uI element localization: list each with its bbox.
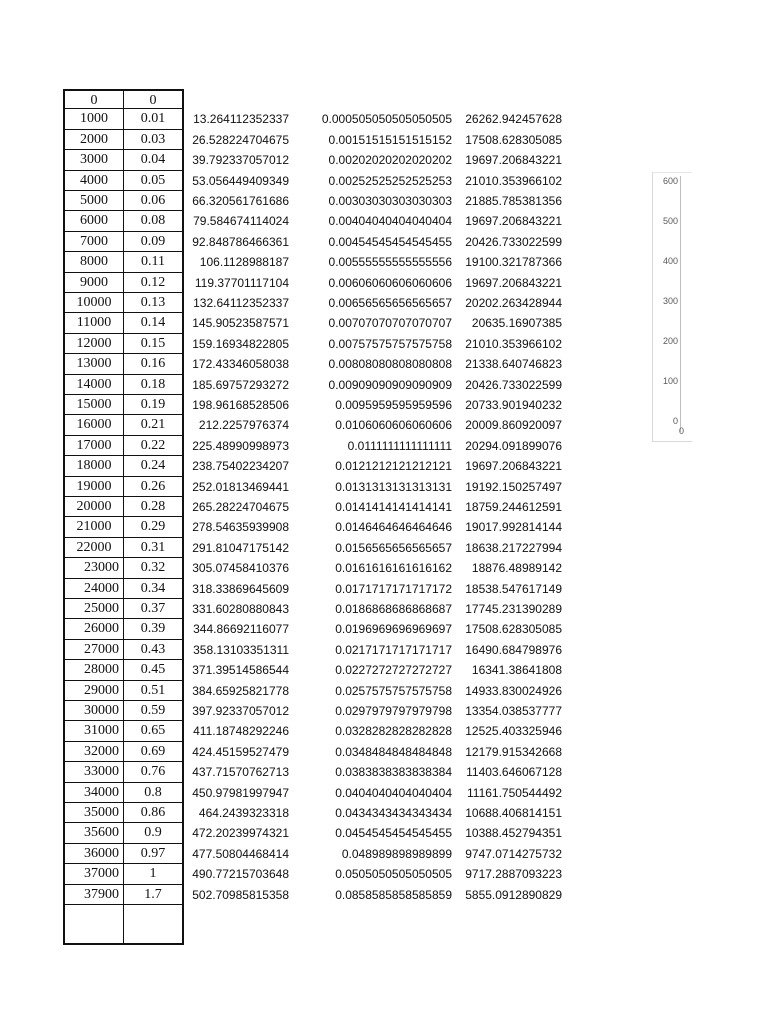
cell-col-b[interactable]: 0.08: [124, 211, 184, 231]
cell-col-a[interactable]: 25000: [63, 599, 124, 619]
cell-col-a[interactable]: 33000: [63, 762, 124, 782]
cell-col-d[interactable]: 0.00202020202020202: [328, 153, 452, 168]
cell-col-d[interactable]: 0.0111111111111111: [347, 438, 452, 453]
cell-col-e[interactable]: 19697.206843221: [465, 459, 562, 474]
cell-col-a[interactable]: 29000: [63, 681, 124, 701]
header-row: [0, 89, 768, 109]
cell-col-c[interactable]: 371.39514586544: [192, 663, 289, 678]
cell-col-a[interactable]: 23000: [63, 558, 124, 578]
cell-col-b[interactable]: 0.14: [124, 313, 184, 333]
cell-col-a[interactable]: 5000: [63, 191, 124, 211]
cell-col-a[interactable]: 32000: [63, 742, 124, 762]
cell-col-a[interactable]: 14000: [63, 375, 124, 395]
cell-col-e[interactable]: 9747.0714275732: [465, 846, 562, 861]
cell-col-e[interactable]: 20733.901940232: [465, 398, 562, 412]
chart-y-axis: [680, 176, 685, 432]
cell-col-a[interactable]: 7000: [63, 232, 124, 252]
cell-col-d[interactable]: 0.0328282828282828: [335, 724, 452, 739]
cell-col-b[interactable]: 0.01: [124, 109, 184, 129]
cell-col-b[interactable]: 0.45: [124, 660, 184, 680]
cell-col-a[interactable]: 19000: [63, 477, 124, 497]
cell-col-b[interactable]: 0.8: [124, 783, 184, 803]
cell-col-d[interactable]: 0.0146464646464646: [335, 520, 452, 535]
cell-col-e[interactable]: 19100.321787366: [465, 255, 562, 270]
cell-col-e[interactable]: 11161.750544492: [467, 785, 562, 800]
cell-col-d[interactable]: 0.00555555555555556: [328, 255, 452, 270]
cell-col-a[interactable]: 4000: [63, 171, 124, 191]
cell-col-a[interactable]: 22000: [63, 538, 124, 558]
cell-col-c[interactable]: 384.65925821778: [192, 683, 289, 698]
cell-col-a[interactable]: 20000: [63, 497, 124, 517]
cell-col-e[interactable]: 19697.206843221: [465, 275, 562, 290]
cell-col-d[interactable]: 0.0404040404040404: [335, 785, 452, 800]
cell-col-c[interactable]: 79.584674114024: [193, 214, 289, 229]
table-row: [0, 517, 768, 537]
cell-col-d[interactable]: 0.0161616161616162: [335, 561, 452, 576]
cell-col-b[interactable]: 1.7: [124, 885, 184, 905]
cell-col-e[interactable]: 17745.231390289: [465, 602, 562, 616]
cell-col-d[interactable]: 0.00707070707070707: [328, 316, 452, 331]
cell-col-a[interactable]: 0: [63, 89, 124, 109]
cell-col-d[interactable]: 0.00151515151515152: [328, 132, 452, 147]
cell-col-d[interactable]: 0.00808080808080808: [328, 357, 452, 372]
cell-col-b[interactable]: 0.13: [124, 293, 184, 313]
table-row: [0, 599, 768, 619]
cell-col-a[interactable]: 35600: [63, 823, 124, 843]
cell-col-e[interactable]: 19192.150257497: [465, 479, 562, 494]
table-row: [0, 150, 768, 170]
cell-col-d[interactable]: 0.0131313131313131: [335, 479, 452, 494]
cell-col-e[interactable]: 10688.406814151: [465, 806, 562, 820]
cell-col-a[interactable]: 18000: [63, 456, 124, 476]
cell-col-a[interactable]: 37900: [63, 885, 124, 905]
cell-col-c[interactable]: 331.60280880843: [192, 602, 289, 616]
cell-col-b[interactable]: 0.03: [124, 130, 184, 150]
cell-col-b[interactable]: 0.05: [124, 171, 184, 191]
cell-col-d[interactable]: 0.0121212121212121: [335, 459, 452, 474]
cell-col-e[interactable]: 20426.733022599: [465, 234, 562, 249]
cell-col-c[interactable]: 106.1128988187: [199, 255, 289, 270]
cell-col-e[interactable]: 16490.684798976: [465, 642, 562, 657]
cell-col-b[interactable]: 0.9: [124, 823, 184, 843]
cell-col-c[interactable]: 145.90523587571: [192, 316, 289, 331]
cell-col-b[interactable]: 0.29: [124, 517, 184, 537]
cell-col-e[interactable]: 10388.452794351: [465, 826, 562, 841]
table-row: [0, 844, 768, 864]
cell-col-b[interactable]: 0.21: [124, 415, 184, 435]
cell-col-a[interactable]: 13000: [63, 354, 124, 374]
cell-col-d[interactable]: 0.00454545454545455: [328, 234, 452, 249]
cell-col-a[interactable]: 10000: [63, 293, 124, 313]
table-row: [0, 660, 768, 680]
cell-col-e[interactable]: 20294.091899076: [465, 438, 562, 453]
cell-col-a[interactable]: 1000: [63, 109, 124, 129]
cell-col-b[interactable]: 0.43: [124, 640, 184, 660]
cell-col-d[interactable]: 0.0171717171717172: [335, 581, 452, 596]
cell-col-c[interactable]: 291.81047175142: [192, 540, 289, 555]
cell-col-a[interactable]: 15000: [63, 395, 124, 415]
table-row: [0, 130, 768, 150]
table-row: [0, 538, 768, 558]
cell-col-e[interactable]: 21338.640746823: [465, 357, 562, 372]
cell-col-e[interactable]: 19017.992814144: [465, 520, 562, 535]
cell-col-b-empty[interactable]: [124, 905, 184, 945]
table-row: [0, 477, 768, 497]
cell-col-d[interactable]: 0.0348484848484848: [335, 744, 452, 759]
cell-col-b[interactable]: 0.31: [124, 538, 184, 558]
cell-col-c[interactable]: 318.33869645609: [192, 581, 289, 596]
cell-col-e[interactable]: 18759.244612591: [465, 500, 562, 514]
table-row: [0, 762, 768, 782]
cell-col-c[interactable]: 185.69757293272: [192, 377, 289, 392]
cell-col-e[interactable]: 11403.646067128: [466, 765, 562, 780]
cell-col-e[interactable]: 17508.628305085: [465, 132, 562, 147]
cell-col-b[interactable]: 0.37: [124, 599, 184, 619]
cell-col-a[interactable]: 8000: [63, 252, 124, 272]
cell-col-c[interactable]: 159.16934822805: [192, 336, 289, 351]
table-row: [0, 558, 768, 578]
cell-col-c[interactable]: 172.43346058038: [192, 357, 289, 372]
table-row: [0, 681, 768, 701]
cell-col-e[interactable]: 13354.038537777: [465, 704, 562, 718]
cell-col-a[interactable]: 27000: [63, 640, 124, 660]
cell-col-c[interactable]: 252.01813469441: [192, 479, 289, 494]
cell-col-b[interactable]: 0.19: [124, 395, 184, 415]
cell-col-e[interactable]: 20426.733022599: [465, 377, 562, 392]
cell-col-c[interactable]: 225.48990998973: [192, 438, 289, 453]
cell-col-a[interactable]: 12000: [63, 334, 124, 354]
cell-col-a[interactable]: 3000: [63, 150, 124, 170]
cell-col-a[interactable]: 16000: [63, 415, 124, 435]
cell-col-b[interactable]: 0.12: [124, 273, 184, 293]
cell-col-a[interactable]: 2000: [63, 130, 124, 150]
table-row: [0, 640, 768, 660]
table-row: [0, 701, 768, 721]
cell-col-e[interactable]: 21010.353966102: [465, 336, 562, 351]
cell-col-c[interactable]: 212.2257976374: [198, 418, 289, 433]
cell-col-b[interactable]: 0.06: [124, 191, 184, 211]
cell-col-b[interactable]: 0.86: [124, 803, 184, 823]
cell-col-c[interactable]: 66.320561761686: [192, 194, 289, 208]
cell-col-d[interactable]: 0.0227272727272727: [335, 663, 452, 678]
cell-col-e[interactable]: 21010.353966102: [465, 173, 562, 188]
cell-col-b[interactable]: 0.26: [124, 477, 184, 497]
cell-col-e[interactable]: 26262.942457628: [465, 112, 562, 127]
chart-y-tick-label: 0: [672, 416, 678, 426]
table-row: [0, 109, 768, 129]
cell-col-d[interactable]: 0.0505050505050505: [335, 867, 452, 882]
table-row: [0, 456, 768, 476]
cell-col-a[interactable]: 17000: [63, 436, 124, 456]
cell-col-c[interactable]: 344.86692116077: [193, 622, 289, 637]
cell-col-d[interactable]: 0.00757575757575758: [328, 336, 452, 351]
chart-x-tick-label: 0: [678, 426, 684, 436]
table-row: [0, 497, 768, 517]
cell-col-a[interactable]: 9000: [63, 273, 124, 293]
empty-row: [0, 905, 768, 925]
table-row: [0, 823, 768, 843]
chart-y-tick-label: 200: [662, 336, 678, 346]
cell-col-b[interactable]: 0.22: [124, 436, 184, 456]
cell-col-a[interactable]: 36000: [63, 844, 124, 864]
cell-col-a[interactable]: 30000: [63, 701, 124, 721]
chart-y-tick-label: 500: [662, 216, 678, 226]
cell-col-d[interactable]: 0.0858585858585859: [335, 887, 452, 902]
cell-col-c[interactable]: 278.54635939908: [192, 520, 289, 535]
table-row: [0, 783, 768, 803]
cell-col-e[interactable]: 21885.785381356: [465, 194, 562, 208]
cell-col-d[interactable]: 0.0434343434343434: [335, 806, 452, 820]
cell-col-a[interactable]: 24000: [63, 579, 124, 599]
cell-col-b[interactable]: 0.39: [124, 619, 184, 639]
cell-col-b[interactable]: 0.65: [124, 721, 184, 741]
cell-col-c[interactable]: 265.28224704675: [192, 500, 289, 514]
cell-col-d[interactable]: 0.00606060606060606: [328, 275, 452, 290]
table-row: [0, 885, 768, 905]
cell-col-b[interactable]: 0.09: [124, 232, 184, 252]
cell-col-c[interactable]: 437.71570762713: [192, 765, 289, 780]
cell-col-c[interactable]: 464.2439323318: [198, 806, 289, 820]
cell-col-e[interactable]: 18638.217227994: [465, 540, 562, 555]
cell-col-c[interactable]: 305.07458410376: [192, 561, 289, 576]
cell-col-e[interactable]: 19697.206843221: [465, 153, 562, 168]
cell-col-d[interactable]: 0.00909090909090909: [328, 377, 452, 392]
cell-col-a[interactable]: 37000: [63, 864, 124, 884]
table-row: [0, 742, 768, 762]
cell-col-d[interactable]: 0.000505050505050505: [321, 112, 452, 127]
cell-col-b[interactable]: 0.59: [124, 701, 184, 721]
table-row: [0, 803, 768, 823]
cell-col-b[interactable]: 0.34: [124, 579, 184, 599]
cell-col-c[interactable]: 198.96168528506: [192, 398, 289, 412]
cell-col-d[interactable]: 0.0106060606060606: [335, 418, 452, 433]
cell-col-b[interactable]: 0.97: [124, 844, 184, 864]
cell-col-c[interactable]: 119.37701117104: [194, 275, 289, 290]
chart-y-tick-label: 600: [662, 176, 678, 186]
cell-col-c[interactable]: 472.20239974321: [192, 826, 289, 841]
cell-col-c[interactable]: 358.13103351311: [193, 642, 289, 657]
cell-col-b[interactable]: 0.32: [124, 558, 184, 578]
cell-col-b[interactable]: 0.15: [124, 334, 184, 354]
cell-col-e[interactable]: 12525.403325946: [465, 724, 562, 739]
table-row: [0, 579, 768, 599]
cell-col-d[interactable]: 0.0186868686868687: [335, 602, 452, 616]
cell-col-e[interactable]: 12179.915342668: [465, 744, 562, 759]
cell-col-e[interactable]: 5855.0912890829: [465, 887, 562, 902]
chart-y-tick-label: 300: [662, 296, 678, 306]
cell-col-e[interactable]: 20202.263428944: [465, 296, 562, 310]
cell-col-c[interactable]: 92.848786466361: [192, 234, 289, 249]
cell-col-b[interactable]: 0.51: [124, 681, 184, 701]
cell-col-b[interactable]: 0.11: [124, 252, 184, 272]
cell-col-e[interactable]: 19697.206843221: [465, 214, 562, 229]
cell-col-a[interactable]: 34000: [63, 783, 124, 803]
cell-col-d[interactable]: 0.0297979797979798: [335, 704, 452, 718]
cell-col-b[interactable]: 0.28: [124, 497, 184, 517]
cell-col-a[interactable]: 6000: [63, 211, 124, 231]
cell-col-b[interactable]: 0.24: [124, 456, 184, 476]
cell-col-e[interactable]: 16341.38641808: [471, 663, 562, 678]
cell-col-b[interactable]: 0.04: [124, 150, 184, 170]
cell-col-b[interactable]: 0: [124, 89, 184, 109]
cell-col-b[interactable]: 1: [124, 864, 184, 884]
cell-col-a[interactable]: 28000: [63, 660, 124, 680]
cell-col-b[interactable]: 0.76: [124, 762, 184, 782]
cell-col-d[interactable]: 0.0257575757575758: [335, 683, 452, 698]
cell-col-e[interactable]: 18876.48989142: [471, 561, 562, 576]
cell-col-d[interactable]: 0.00303030303030303: [328, 194, 452, 208]
cell-col-a[interactable]: 31000: [63, 721, 124, 741]
cell-col-b[interactable]: 0.16: [124, 354, 184, 374]
cell-col-d[interactable]: 0.0156565656565657: [335, 540, 452, 555]
cell-col-a[interactable]: 11000: [63, 313, 124, 333]
cell-col-a-empty[interactable]: [63, 905, 124, 945]
cell-col-e[interactable]: 18538.547617149: [465, 581, 562, 596]
table-row: [0, 864, 768, 884]
cell-col-e[interactable]: 20009.860920097: [465, 418, 562, 433]
cell-col-a[interactable]: 26000: [63, 619, 124, 639]
cell-col-a[interactable]: 35000: [63, 803, 124, 823]
cell-col-c[interactable]: 450.97981997947: [192, 785, 289, 800]
table-row: [0, 721, 768, 741]
cell-col-b[interactable]: 0.18: [124, 375, 184, 395]
cell-col-e[interactable]: 9717.2887093223: [465, 867, 562, 882]
cell-col-e[interactable]: 20635.16907385: [471, 316, 562, 331]
cell-col-d[interactable]: 0.048989898989899: [341, 846, 452, 861]
cell-col-c[interactable]: 424.45159527479: [192, 744, 289, 759]
cell-col-c[interactable]: 132.64112352337: [193, 296, 289, 310]
cell-col-c[interactable]: 26.528224704675: [192, 132, 289, 147]
cell-col-c[interactable]: 397.92337057012: [192, 704, 289, 718]
cell-col-c[interactable]: 39.792337057012: [192, 153, 289, 168]
cell-col-d[interactable]: 0.0383838383838384: [335, 765, 452, 780]
cell-col-d[interactable]: 0.0095959595959596: [335, 398, 452, 412]
cell-col-d[interactable]: 0.0196969696969697: [335, 622, 452, 637]
cell-col-e[interactable]: 14933.830024926: [465, 683, 562, 698]
cell-col-a[interactable]: 21000: [63, 517, 124, 537]
cell-col-d[interactable]: 0.0217171717171717: [335, 642, 452, 657]
cell-col-d[interactable]: 0.00404040404040404: [328, 214, 452, 229]
cell-col-c[interactable]: 238.75402234207: [192, 459, 289, 474]
cell-col-d[interactable]: 0.00656565656565657: [328, 296, 452, 310]
cell-col-d[interactable]: 0.0141414141414141: [335, 500, 452, 514]
table-row: [0, 619, 768, 639]
cell-col-c[interactable]: 502.70985815358: [192, 887, 289, 902]
cell-col-d[interactable]: 0.00252525252525253: [328, 173, 452, 188]
cell-col-c[interactable]: 53.056449409349: [192, 173, 289, 188]
cell-col-c[interactable]: 477.50804468414: [192, 846, 289, 861]
chart-area[interactable]: [652, 172, 692, 442]
chart-y-tick-label: 100: [662, 376, 678, 386]
cell-col-e[interactable]: 17508.628305085: [465, 622, 562, 637]
cell-col-c[interactable]: 411.18748292246: [193, 724, 289, 739]
cell-col-c[interactable]: 490.77215703648: [192, 867, 289, 882]
cell-col-b[interactable]: 0.69: [124, 742, 184, 762]
cell-col-c[interactable]: 13.264112352337: [193, 112, 289, 127]
cell-col-d[interactable]: 0.0454545454545455: [335, 826, 452, 841]
chart-y-tick-label: 400: [662, 256, 678, 266]
